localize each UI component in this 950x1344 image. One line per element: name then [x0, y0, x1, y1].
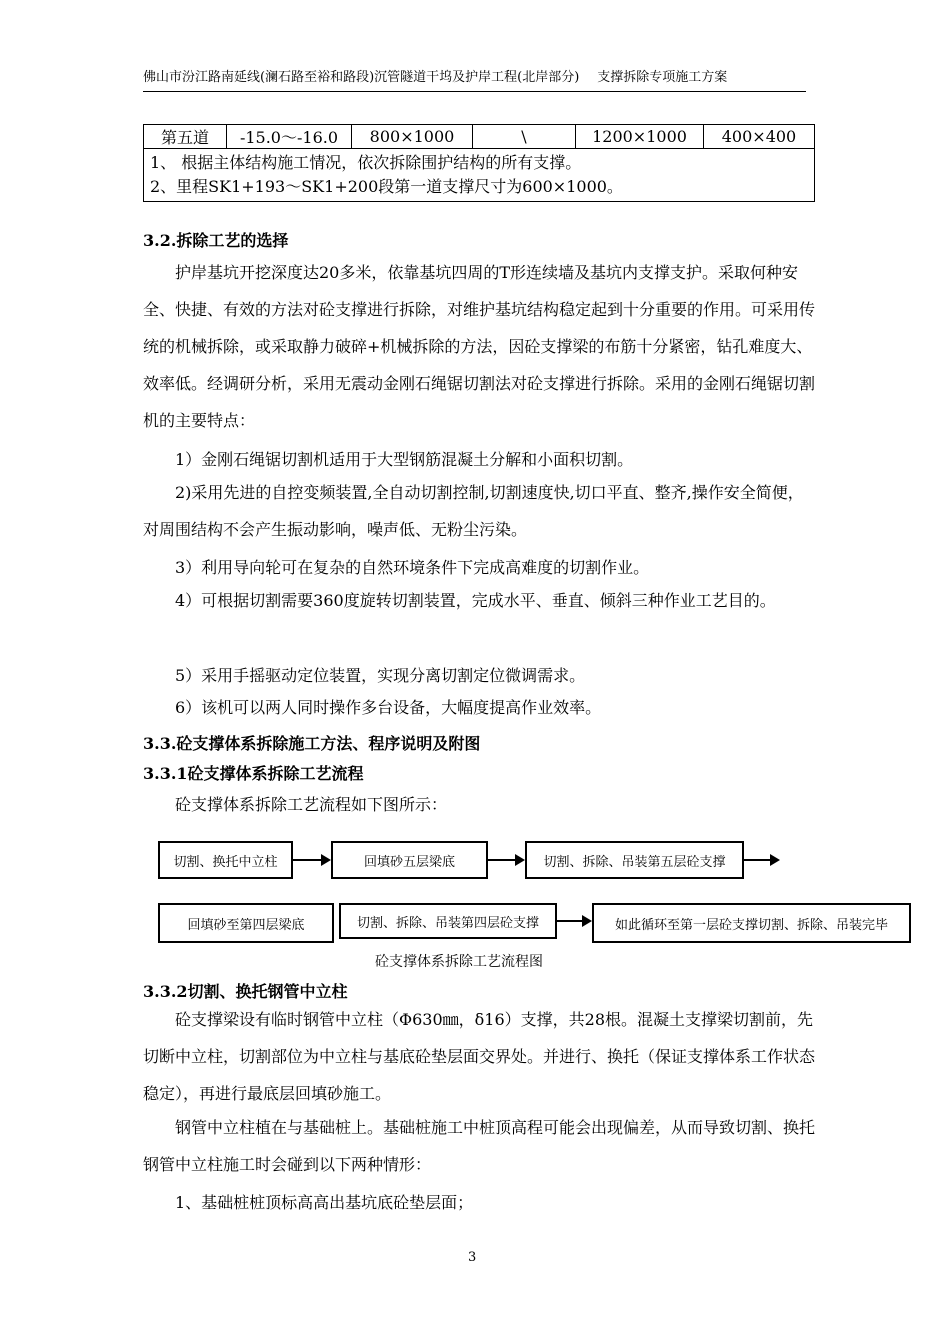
table-notes: [144, 149, 815, 202]
flow-arrow: [488, 859, 523, 861]
list-item: 1、基础桩桩顶标高高出基坑底砼垫层面；: [175, 1193, 474, 1212]
page-header: [143, 66, 806, 92]
flow-arrow: [293, 859, 329, 861]
table-row: [144, 125, 815, 149]
paragraph: 砼支撑梁设有临时钢管中立柱（Φ630㎜，δ16）支撑，共28根。混凝土支撑梁切割前，先切断中立柱，切割部位为中立柱与基底砼垫层面交界处。并进行、换托（保证支撑体系工作状态稳定），再进行最底层回填砂施工。: [143, 1010, 816, 1103]
flow-box-remove-5: 切割、拆除、吊装第五层砼支撑: [525, 841, 744, 879]
section-title-3-3: 3.3.砼支撑体系拆除施工方法、程序说明及附图: [143, 734, 481, 753]
table-cell: 1200×1000: [576, 125, 704, 149]
subsection-title-3-3-2: 3.3.2切割、换托钢管中立柱: [143, 982, 348, 1001]
flow-arrow: [557, 920, 590, 922]
flow-box-remove-4: 切割、拆除、吊装第四层砼支撑: [339, 903, 557, 939]
support-spec-table: [143, 124, 815, 202]
flowchart-caption: 砼支撑体系拆除工艺流程图: [375, 954, 543, 970]
table-cell: 第五道: [144, 125, 227, 149]
feature-item: 3）利用导向轮可在复杂的自然环境条件下完成高难度的切割作业。: [175, 558, 650, 577]
flow-arrow: [744, 859, 778, 861]
flow-box-loop-complete: 如此循环至第一层砼支撑切割、拆除、吊装完毕: [592, 903, 911, 943]
table-cell: \: [473, 125, 576, 149]
flow-intro: 砼支撑体系拆除工艺流程如下图所示：: [175, 795, 448, 814]
section-title-3-2: 3.2.拆除工艺的选择: [143, 231, 289, 250]
flow-box-backfill-5: 回填砂五层梁底: [331, 841, 488, 879]
feature-item: 2)采用先进的自控变频装置,全自动切割控制,切割速度快,切口平直、整齐,操作安全简便，对周围结构不会产生振动影响，噪声低、无粉尘污染。: [143, 483, 804, 539]
paragraph: 钢管中立柱植在与基础桩上。基础桩施工中桩顶高程可能会出现偏差，从而导致切割、换托钢管中立柱施工时会碰到以下两种情形：: [143, 1118, 816, 1174]
table-cell: 800×1000: [352, 125, 473, 149]
feature-item: 1）金刚石绳锯切割机适用于大型钢筋混凝土分解和小面积切割。: [175, 450, 634, 469]
subsection-title-3-3-1: 3.3.1砼支撑体系拆除工艺流程: [143, 764, 364, 783]
page-number: 3: [468, 1250, 477, 1265]
table-note: 1、 根据主体结构施工情况，依次拆除围护结构的所有支撑。: [150, 153, 582, 172]
paragraph: 护岸基坑开挖深度达20多米，依靠基坑四周的T形连续墙及基坑内支撑支护。采取何种安全、快捷、有效的方法对砼支撑进行拆除，对维护基坑结构稳定起到十分重要的作用。可采用传统的机械拆除，或采取静力破碎+机械拆除的方法，因砼支撑梁的布筋十分紧密，钻孔难度大、效率低。经调研分析，采用无震动金刚石绳锯切割法对砼支撑进行拆除。采用的金刚石绳锯切割机的主要特点：: [143, 263, 816, 430]
table-note: 2、里程SK1+193～SK1+200段第一道支撑尺寸为600×1000。: [150, 177, 623, 196]
feature-item: 4）可根据切割需要360度旋转切割装置，完成水平、垂直、倾斜三种作业工艺目的。: [175, 591, 776, 610]
table-notes-row: [144, 149, 815, 202]
table-cell: -15.0～-16.0: [227, 125, 352, 149]
flow-box-cut-column: 切割、换托中立柱: [158, 841, 293, 879]
header-project: 佛山市汾江路南延线(澜石路至裕和路段)沉管隧道干坞及护岸工程(北岸部分): [143, 70, 580, 85]
feature-item: 5）采用手摇驱动定位装置，实现分离切割定位微调需求。: [175, 666, 586, 685]
flow-box-backfill-4: 回填砂至第四层梁底: [158, 903, 334, 943]
header-doc-title: 支撑拆除专项施工方案: [597, 70, 728, 85]
table-cell: 400×400: [704, 125, 815, 149]
feature-item: 6）该机可以两人同时操作多台设备，大幅度提高作业效率。: [175, 698, 602, 717]
